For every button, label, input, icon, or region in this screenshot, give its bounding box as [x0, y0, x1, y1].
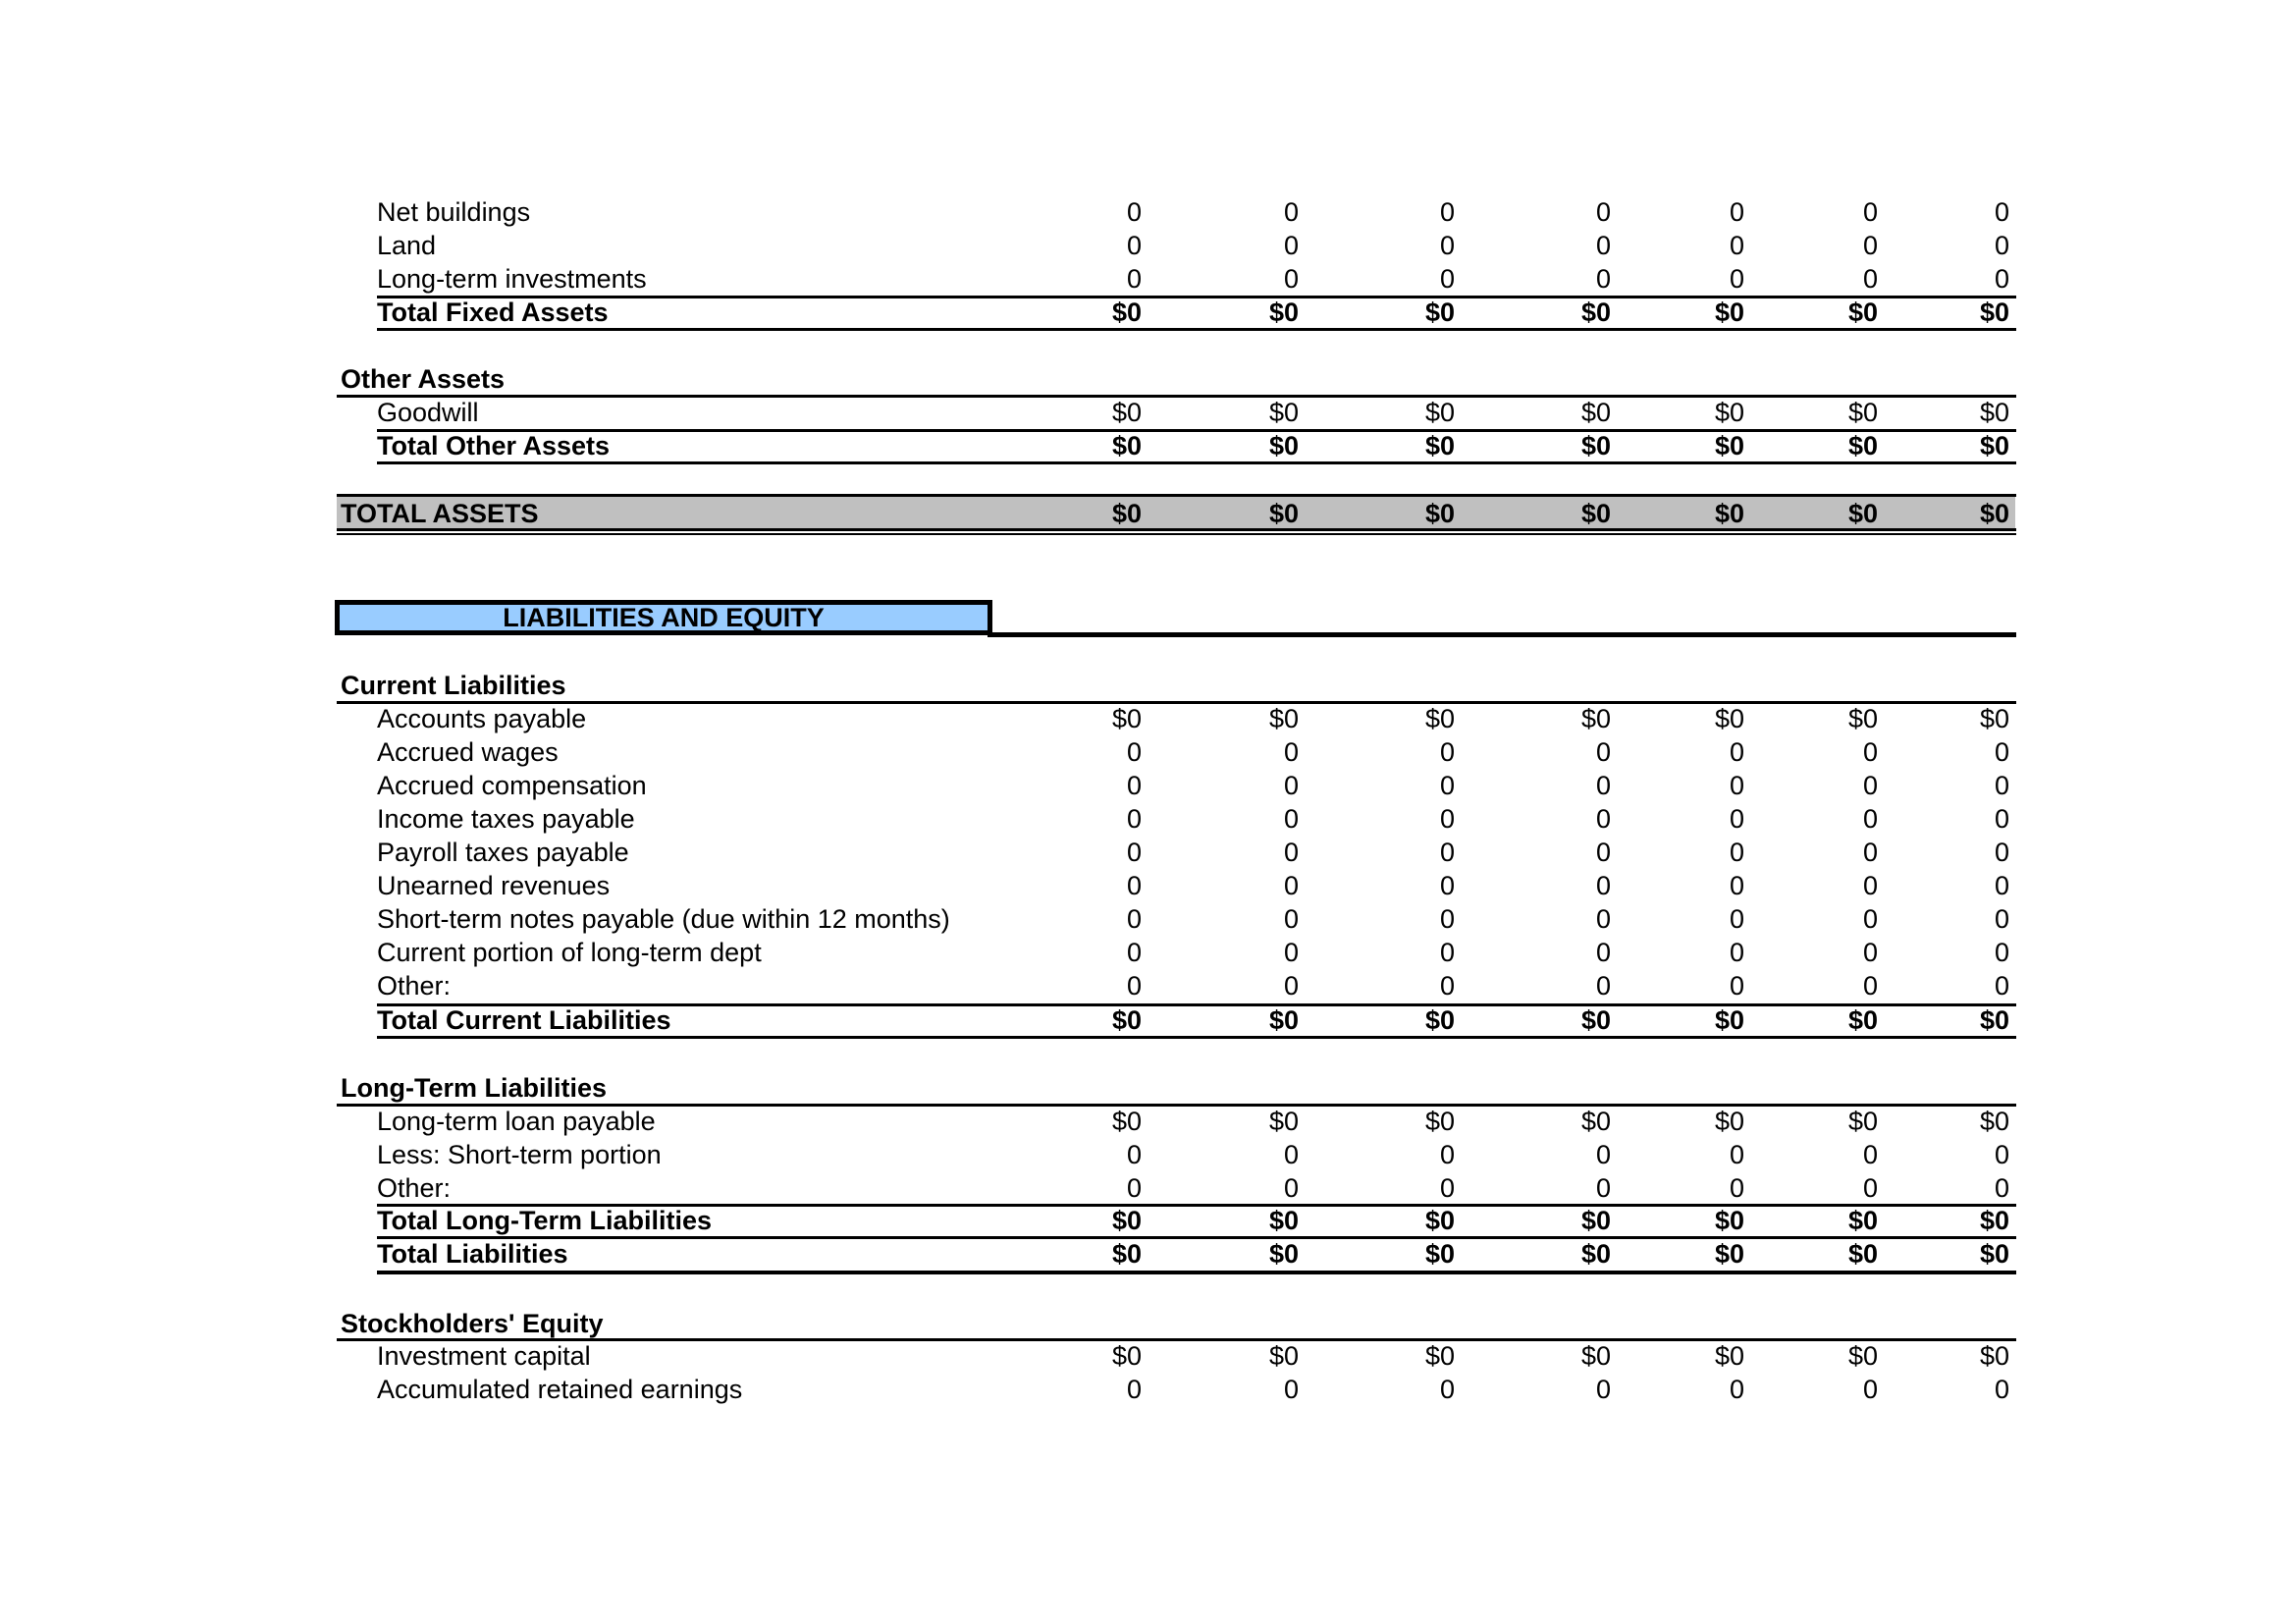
value-cell: 0 [1862, 231, 1878, 260]
value-cell: 0 [1729, 971, 1744, 1001]
value-cell: 0 [1439, 938, 1455, 967]
total-row [337, 1003, 2015, 1037]
value-cell: 0 [1994, 838, 2009, 867]
row-label: Total Fixed Assets [377, 298, 609, 327]
value-cell: $0 [1268, 1005, 1299, 1035]
value-cell: $0 [1847, 298, 1878, 327]
value-cell: 0 [1283, 1173, 1299, 1203]
value-cell: 0 [1283, 904, 1299, 934]
value-cell: 0 [1595, 264, 1611, 294]
value-cell: $0 [1714, 704, 1744, 733]
value-cell: $0 [1847, 499, 1878, 528]
value-cell: $0 [1714, 499, 1744, 528]
value-cell: $0 [1111, 298, 1142, 327]
section-heading [337, 1307, 2015, 1340]
value-cell: $0 [1580, 1341, 1611, 1371]
value-cell: $0 [1580, 431, 1611, 460]
value-cell: $0 [1979, 1107, 2009, 1136]
value-cell: 0 [1439, 871, 1455, 900]
row-label: Other: [377, 1173, 452, 1203]
value-cell: 0 [1126, 904, 1142, 934]
grand-total-row [337, 497, 2015, 530]
section-title: Stockholders' Equity [341, 1309, 604, 1338]
row-label: Net buildings [377, 197, 531, 227]
value-cell: $0 [1111, 1341, 1142, 1371]
value-cell: $0 [1580, 704, 1611, 733]
value-cell: $0 [1979, 499, 2009, 528]
value-cell: 0 [1994, 264, 2009, 294]
value-cell: 0 [1439, 231, 1455, 260]
value-cell: 0 [1283, 771, 1299, 800]
value-cell: $0 [1111, 1239, 1142, 1269]
value-cell: $0 [1424, 499, 1455, 528]
value-cell: $0 [1580, 1107, 1611, 1136]
row-label: Income taxes payable [377, 804, 635, 834]
value-cell: 0 [1595, 197, 1611, 227]
section-heading [337, 669, 2015, 702]
table-row [337, 229, 2015, 262]
value-cell: 0 [1729, 938, 1744, 967]
value-cell: $0 [1847, 398, 1878, 427]
value-cell: 0 [1595, 1375, 1611, 1404]
total-row [337, 1204, 2015, 1237]
value-cell: $0 [1424, 298, 1455, 327]
value-cell: $0 [1580, 1239, 1611, 1269]
value-cell: $0 [1979, 1341, 2009, 1371]
value-cell: 0 [1439, 1375, 1455, 1404]
divider [377, 1036, 2016, 1039]
value-cell: $0 [1268, 1107, 1299, 1136]
value-cell: 0 [1283, 804, 1299, 834]
value-cell: 0 [1439, 804, 1455, 834]
value-cell: $0 [1268, 431, 1299, 460]
value-cell: 0 [1595, 1173, 1611, 1203]
value-cell: $0 [1424, 1239, 1455, 1269]
value-cell: 0 [1595, 737, 1611, 767]
section-title: Current Liabilities [341, 671, 566, 700]
row-label: Less: Short-term portion [377, 1140, 662, 1169]
row-label: TOTAL ASSETS [341, 499, 539, 528]
value-cell: 0 [1283, 264, 1299, 294]
value-cell: 0 [1729, 838, 1744, 867]
value-cell: $0 [1424, 431, 1455, 460]
value-cell: $0 [1714, 1107, 1744, 1136]
value-cell: $0 [1979, 398, 2009, 427]
row-label: Goodwill [377, 398, 479, 427]
value-cell: $0 [1714, 1206, 1744, 1235]
row-label: Land [377, 231, 437, 260]
value-cell: 0 [1994, 971, 2009, 1001]
value-cell: 0 [1283, 838, 1299, 867]
value-cell: 0 [1994, 737, 2009, 767]
section-banner: LIABILITIES AND EQUITY [335, 600, 992, 635]
divider [377, 328, 2016, 331]
row-label: Long-term loan payable [377, 1107, 656, 1136]
value-cell: 0 [1729, 737, 1744, 767]
value-cell: 0 [1994, 871, 2009, 900]
value-cell: 0 [1126, 971, 1142, 1001]
table-row [337, 936, 2015, 969]
value-cell: 0 [1126, 871, 1142, 900]
row-label: Accumulated retained earnings [377, 1375, 743, 1404]
value-cell: $0 [1268, 1239, 1299, 1269]
value-cell: $0 [1111, 1107, 1142, 1136]
value-cell: 0 [1283, 197, 1299, 227]
value-cell: $0 [1424, 398, 1455, 427]
value-cell: 0 [1729, 1375, 1744, 1404]
value-cell: 0 [1729, 804, 1744, 834]
value-cell: 0 [1862, 264, 1878, 294]
value-cell: 0 [1595, 838, 1611, 867]
value-cell: $0 [1424, 1005, 1455, 1035]
value-cell: 0 [1283, 737, 1299, 767]
value-cell: $0 [1847, 1341, 1878, 1371]
value-cell: 0 [1126, 771, 1142, 800]
value-cell: 0 [1595, 871, 1611, 900]
value-cell: $0 [1111, 704, 1142, 733]
value-cell: 0 [1595, 1140, 1611, 1169]
value-cell: $0 [1714, 1239, 1744, 1269]
value-cell: 0 [1595, 771, 1611, 800]
value-cell: 0 [1862, 971, 1878, 1001]
value-cell: 0 [1729, 197, 1744, 227]
value-cell: 0 [1126, 197, 1142, 227]
row-label: Other: [377, 971, 452, 1001]
value-cell: 0 [1862, 904, 1878, 934]
value-cell: $0 [1268, 499, 1299, 528]
value-cell: 0 [1729, 231, 1744, 260]
table-row [337, 969, 2015, 1002]
value-cell: $0 [1979, 431, 2009, 460]
value-cell: 0 [1439, 1140, 1455, 1169]
value-cell: 0 [1439, 971, 1455, 1001]
value-cell: $0 [1268, 398, 1299, 427]
value-cell: $0 [1714, 398, 1744, 427]
value-cell: 0 [1729, 264, 1744, 294]
value-cell: 0 [1595, 971, 1611, 1001]
value-cell: 0 [1862, 771, 1878, 800]
value-cell: $0 [1714, 431, 1744, 460]
value-cell: $0 [1979, 298, 2009, 327]
value-cell: 0 [1862, 197, 1878, 227]
value-cell: 0 [1862, 737, 1878, 767]
value-cell: 0 [1862, 804, 1878, 834]
value-cell: 0 [1595, 804, 1611, 834]
value-cell: 0 [1283, 938, 1299, 967]
value-cell: $0 [1111, 398, 1142, 427]
section-title: Long-Term Liabilities [341, 1073, 608, 1103]
table-row [337, 396, 2015, 429]
value-cell: 0 [1126, 838, 1142, 867]
section-title: Other Assets [341, 364, 506, 394]
value-cell: 0 [1595, 904, 1611, 934]
value-cell: 0 [1126, 231, 1142, 260]
value-cell: $0 [1580, 499, 1611, 528]
total-row [337, 429, 2015, 462]
row-label: Payroll taxes payable [377, 838, 629, 867]
total-row [337, 296, 2015, 329]
value-cell: 0 [1994, 231, 2009, 260]
divider [988, 632, 2016, 637]
section-heading [337, 1071, 2015, 1105]
divider [377, 1271, 2016, 1274]
value-cell: $0 [1714, 1341, 1744, 1371]
value-cell: $0 [1580, 398, 1611, 427]
total-row [337, 1237, 2015, 1271]
row-label: Investment capital [377, 1341, 591, 1371]
value-cell: $0 [1714, 1005, 1744, 1035]
table-row [337, 1171, 2015, 1205]
table-row [337, 1105, 2015, 1138]
row-label: Short-term notes payable (due within 12 months) [377, 904, 950, 934]
value-cell: $0 [1847, 1005, 1878, 1035]
value-cell: 0 [1283, 1375, 1299, 1404]
value-cell: 0 [1994, 197, 2009, 227]
row-label: Accrued wages [377, 737, 559, 767]
value-cell: 0 [1862, 1140, 1878, 1169]
table-row [337, 802, 2015, 836]
row-label: Total Liabilities [377, 1239, 568, 1269]
value-cell: 0 [1283, 871, 1299, 900]
table-row [337, 1138, 2015, 1171]
value-cell: 0 [1126, 1173, 1142, 1203]
value-cell: $0 [1268, 1206, 1299, 1235]
value-cell: 0 [1994, 938, 2009, 967]
value-cell: 0 [1729, 1140, 1744, 1169]
value-cell: 0 [1439, 197, 1455, 227]
value-cell: $0 [1979, 704, 2009, 733]
row-label: Accounts payable [377, 704, 587, 733]
value-cell: 0 [1439, 838, 1455, 867]
value-cell: $0 [1424, 704, 1455, 733]
value-cell: $0 [1424, 1206, 1455, 1235]
value-cell: 0 [1439, 737, 1455, 767]
value-cell: $0 [1979, 1206, 2009, 1235]
value-cell: $0 [1424, 1341, 1455, 1371]
value-cell: $0 [1111, 499, 1142, 528]
value-cell: 0 [1126, 1140, 1142, 1169]
value-cell: 0 [1729, 1173, 1744, 1203]
row-label: Total Other Assets [377, 431, 611, 460]
value-cell: $0 [1847, 1206, 1878, 1235]
value-cell: 0 [1595, 938, 1611, 967]
table-row [337, 869, 2015, 902]
value-cell: $0 [1580, 1206, 1611, 1235]
table-row [337, 1373, 2015, 1406]
row-label: Accrued compensation [377, 771, 647, 800]
value-cell: $0 [1268, 704, 1299, 733]
value-cell: $0 [1424, 1107, 1455, 1136]
row-label: Current portion of long-term dept [377, 938, 762, 967]
value-cell: 0 [1862, 1375, 1878, 1404]
table-row [337, 195, 2015, 229]
table-row [337, 836, 2015, 869]
value-cell: 0 [1994, 1173, 2009, 1203]
value-cell: 0 [1126, 1375, 1142, 1404]
value-cell: 0 [1283, 971, 1299, 1001]
value-cell: 0 [1994, 1140, 2009, 1169]
value-cell: $0 [1268, 1341, 1299, 1371]
value-cell: 0 [1994, 904, 2009, 934]
value-cell: 0 [1729, 904, 1744, 934]
value-cell: 0 [1126, 804, 1142, 834]
row-label: Total Long-Term Liabilities [377, 1206, 713, 1235]
value-cell: 0 [1439, 771, 1455, 800]
value-cell: 0 [1126, 264, 1142, 294]
value-cell: 0 [1994, 1375, 2009, 1404]
value-cell: 0 [1729, 871, 1744, 900]
value-cell: 0 [1862, 871, 1878, 900]
value-cell: $0 [1111, 431, 1142, 460]
value-cell: 0 [1439, 904, 1455, 934]
value-cell: 0 [1729, 771, 1744, 800]
value-cell: $0 [1580, 298, 1611, 327]
divider [337, 528, 2016, 531]
value-cell: 0 [1994, 771, 2009, 800]
row-label: Unearned revenues [377, 871, 611, 900]
value-cell: $0 [1268, 298, 1299, 327]
value-cell: 0 [1439, 1173, 1455, 1203]
row-label: Long-term investments [377, 264, 647, 294]
table-row [337, 1339, 2015, 1373]
value-cell: 0 [1283, 1140, 1299, 1169]
value-cell: 0 [1595, 231, 1611, 260]
value-cell: $0 [1847, 704, 1878, 733]
value-cell: $0 [1847, 431, 1878, 460]
value-cell: 0 [1862, 938, 1878, 967]
value-cell: $0 [1847, 1107, 1878, 1136]
value-cell: $0 [1111, 1206, 1142, 1235]
table-row [337, 262, 2015, 296]
value-cell: $0 [1979, 1239, 2009, 1269]
value-cell: 0 [1862, 1173, 1878, 1203]
value-cell: $0 [1847, 1239, 1878, 1269]
row-label: Total Current Liabilities [377, 1005, 671, 1035]
section-heading [337, 362, 2015, 396]
value-cell: 0 [1994, 804, 2009, 834]
value-cell: 0 [1283, 231, 1299, 260]
value-cell: $0 [1714, 298, 1744, 327]
value-cell: 0 [1126, 737, 1142, 767]
value-cell: 0 [1439, 264, 1455, 294]
divider [337, 533, 2016, 535]
table-row [337, 735, 2015, 769]
value-cell: $0 [1111, 1005, 1142, 1035]
value-cell: 0 [1862, 838, 1878, 867]
value-cell: 0 [1126, 938, 1142, 967]
value-cell: $0 [1979, 1005, 2009, 1035]
divider [377, 461, 2016, 464]
value-cell: $0 [1580, 1005, 1611, 1035]
table-row [337, 769, 2015, 802]
table-row [337, 902, 2015, 936]
table-row [337, 702, 2015, 735]
